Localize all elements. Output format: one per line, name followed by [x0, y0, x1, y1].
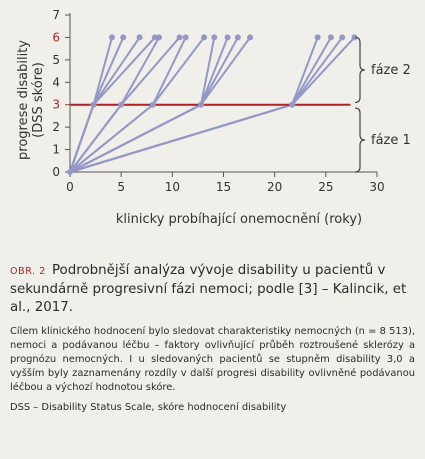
x-tick-label: 5 [117, 180, 125, 194]
phase2-brace [355, 37, 365, 102]
transition-point [289, 102, 295, 108]
x-tick-label: 15 [215, 180, 232, 194]
end-point [183, 34, 189, 40]
y-tick-label: 2 [52, 120, 60, 135]
y-axis-title-line1: progrese disability [16, 40, 31, 160]
x-tick-label: 0 [66, 180, 74, 194]
end-point [120, 34, 126, 40]
figure-label: OBR. 2 [10, 266, 46, 277]
end-point [225, 34, 231, 40]
y-tick-label: 4 [52, 75, 60, 90]
transition-point [150, 102, 156, 108]
chart-series [67, 34, 357, 175]
chart-axes [52, 8, 384, 194]
y-tick-label: 5 [52, 52, 60, 67]
chart-annotations [355, 37, 411, 172]
caption-heading [10, 262, 415, 317]
x-tick-label: 30 [369, 180, 385, 194]
x-tick-label: 10 [164, 180, 180, 194]
y-tick-label: 1 [52, 142, 60, 157]
y-tick-label: 3 [52, 97, 60, 112]
transition-point [91, 102, 97, 108]
end-point [235, 34, 241, 40]
transition-point [198, 102, 204, 108]
phase1-label: fáze 1 [371, 133, 411, 149]
y-axis-title-line2: (DSS skóre) [31, 62, 46, 138]
end-point [247, 34, 253, 40]
phase1-brace [355, 108, 365, 172]
end-point [109, 34, 115, 40]
y-tick-label: 6 [52, 30, 60, 45]
caption-description: Cílem klinického hodnocení bylo sledovat charakteristiky nemocných (n = 8 513), nemoci a podávanou léčbu – faktory ovlivňující průběh roztroušené sklerózy a prognózu nemocných. I u sledovaných pacientů se stupněm disability 3,0 a vyšším byly zaznamenány rozdíly v další progresi disability ovlivněné podávanou léčbou a výchozí hodnotou skóre. [10, 326, 415, 393]
end-point [137, 34, 143, 40]
x-tick-label: 20 [267, 180, 283, 194]
figure-caption [10, 262, 415, 415]
y-tick-label: 7 [52, 8, 60, 22]
end-point [315, 34, 321, 40]
end-point [156, 34, 162, 40]
y-tick-label: 0 [52, 165, 60, 179]
caption-abbreviation: DSS – Disability Status Scale, skóre hodnocení disability [10, 402, 287, 413]
end-point [339, 34, 345, 40]
origin-point [67, 169, 73, 175]
end-point [211, 34, 217, 40]
caption-title: Podrobnější analýza vývoje disability u pacientů v sekundárně progresivní fázi nemoci; podle [3] – Kalincik, et al., 2017. [10, 263, 407, 315]
x-tick-label: 25 [318, 180, 334, 194]
end-point [176, 34, 182, 40]
phase2-label: fáze 2 [371, 62, 411, 78]
end-point [201, 34, 207, 40]
x-axis-title: klinicky probíhající onemocnění (roky) [115, 212, 363, 227]
end-point [328, 34, 334, 40]
transition-point [118, 102, 124, 108]
